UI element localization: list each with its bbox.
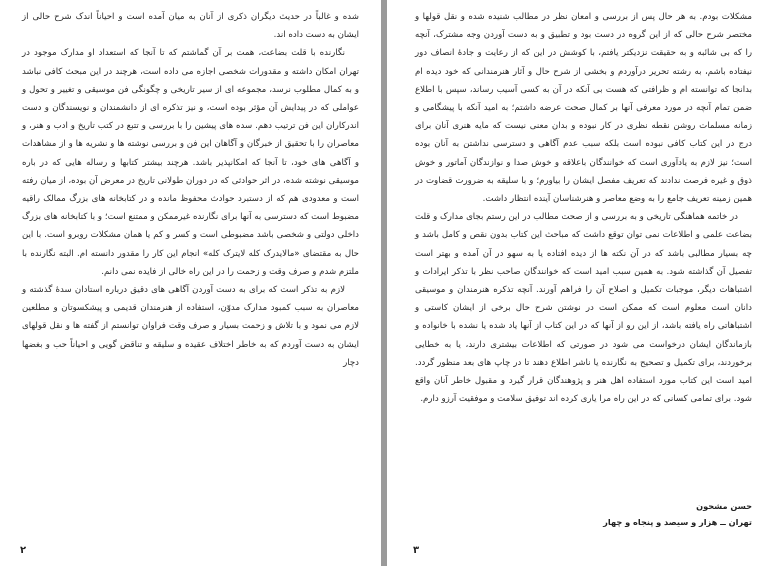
paragraph: در خاتمه هماهنگی تاریخی و به بررسی و از صحت مطالب در این رستم بجای مدارک و قلت بضاعت علمی و اطلاعات نمی توان توقع داشت که مباحث این کتاب بدون نقص و کامل باشد و چه بسیار مطالبی باشد که در آن نکته ها از دیده افتاده یا به سهو در آن آمده و بهتر است تفصیل آن گذاشته شود. به همین سبب امید است که خوانندگان صاحب نظر با تذکر ایرادات و اشتباهات دیگر، موجبات تکمیل و اصلاح آن را فراهم آورند. آنچه تذکره هنرمندان و موسیقی دانان است معلوم است که ممکن است در نوشتن شرح حال برخی از ایشان کاستی و اشتباهاتی راه یافته باشد، از این رو از آنها که در این کتاب از آنها یاد شده یا نشده با خانواده و بازماندگان ایشان درخواست می شود در صورتی که اطلاعات بیشتری دارند، یا به خطایی برخوردند، برای تکمیل و تصحیح به نگارنده یا ناشر اطلاع دهند تا در چاپ های بعد منظور گردد. امید است این کتاب مورد استفاده اهل هنر و پژوهندگان قرار گیرد و مقبول خاطر آنان واقع شود. برای تمامی کسانی که در این راه مرا یاری کرده اند توفیق سلامت و موفقیت آرزو دارم. xyxy=(415,212,752,405)
paragraph: شده و غالباً در حدیث دیگران ذکری از آنان به میان آمده است و احیاناً اندک شرح حالی از ایشان به دست داده اند. xyxy=(22,12,359,41)
signature-name: حسن مشحون xyxy=(696,501,752,511)
signature-place-date: تهران ــ هزار و سیصد و پنجاه و چهار xyxy=(603,517,752,527)
paragraph: لازم به تذکر است که برای به دست آوردن آگاهی های دقیق درباره استادان سدهٔ گذشته و معاصران به سبب کمبود مدارک مدوّن، استفاده از هنرمندان قدیمی و پیشکسوتان و مطلعین لازم می نمود و با تلاش و زحمت بسیار و صرف وقت فراوان توانستم از گفته ها و نقل قولهای ایشان به دست آوردم که به خاطر اختلاف عقیده و سلیقه و تناقض گویی و احیاناً حب و بغضها دچار xyxy=(22,285,359,368)
author-signature xyxy=(603,498,752,530)
right-page xyxy=(387,0,768,566)
left-page xyxy=(0,0,381,566)
paragraph: مشکلات بودم. به هر حال پس از بررسی و امعان نظر در مطالب شنیده شده و نقل قولها و مختصر شرح حالی که از این گروه در دست بود و تطبیق و به دست آوردن وجه مشترک، آنچه را که بی شائبه و به حقیقت نزدیکتر یافتم، با کوشش در این که از رعایت و جادهٔ انصاف دور نیفتاده باشم، به رشته تحریر درآوردم و بخشی از شرح حال و آثار هنرمندانی که خود دیده ام بدانجا که توانسته ام و ظرافتی که هست بی آنکه در آن به کسی آسیب رساند، سپس با اطلاع ضمن تمام آنچه در مورد معرفی آنها بر کمال صحت عرضه داشتم؛ به امید آنکه با پیشگامی و زمانه مسلمات روشن نقطه نظری در کار نبوده و بدان معنی نیست که مایه هنری آنان برای درج در این کتاب کافی نبوده است بلکه سبب عدم آگاهی و دسترسی نداشتن به آنان بوده است؛ نیز لازم به یادآوری است که خوانندگان باعلاقه و خوش صدا و نوازندگان آماتور و خوش ذوق و غیره فرصت ندادند که تعریف مفصل ایشان را بیاورم؛ و با سلیقه به ضرورت قضاوت در همین زمینه تعریف جامع را به وضع معاصر و هنرشناسان آینده انتظار داشت. xyxy=(415,12,752,205)
left-page-body xyxy=(22,8,359,372)
right-page-body xyxy=(415,8,752,408)
page-number: ۳ xyxy=(413,545,420,556)
page-number: ۲ xyxy=(20,545,27,556)
paragraph: نگارنده با قلت بضاعت، همت بر آن گماشتم که تا آنجا که استعداد او مدارک موجود در تهران امکان داشته و مقدورات شخصی اجازه می داده است، هرچند در این مبحث کافی نباشد و به کمال مطلوب نرسد، مجموعه ای از سیر تاریخی و چگونگی فن موسیقی و تغییر و تحول و عواملی که در پیدایش آن مؤثر بوده است، و نیز تذکره ای از دانشمندان و نویسندگان و دست اندرکاران این فن ترتیب دهم. سده های پیشین را با بررسی و تتبع در کتب تاریخ و ادب و هنر، و معاصران را با تحقیق از خبرگان و آگاهان این فن و بررسی نوشته ها و نشریه ها و از مشاهدات و آگاهی های خود، تا آنجا که امکانپذیر باشد. هرچند بیشتر کتابها و رساله هایی که در باره موسیقی نوشته شده، در اثر حوادثی که در دوران طولانی تاریخ در معرض آن بوده، از میان رفته است و معدودی هم که از دستبرد حوادث محفوظ مانده و در کتابخانه های بزرگ ممالک راقیه مضبوط است که دسترسی به آنها برای نگارنده غیرممکن و ممتنع است؛ و با کتابخانه های بزرگ داخلی دولتی و شخصی باشد مضبوطی است و کسر و کم یا همان مشکلات روبرو است. با این حال به مقتضای «مالایدرک کله لایترک کله» انجام این کار را مقدور دانسته ام. البته نگارنده با ملتزم شدم و صرف وقت و زحمت را در این راه خالی از فایده نمی دانم. xyxy=(22,48,359,277)
